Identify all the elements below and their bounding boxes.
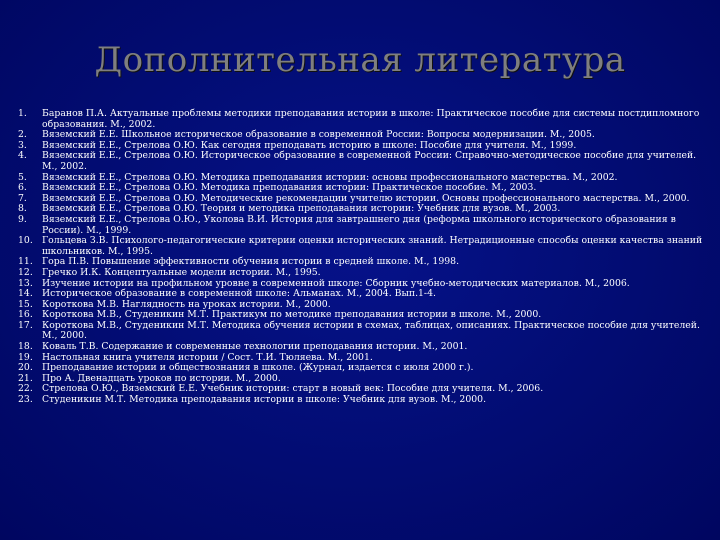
reference-text: Вяземский Е.Е., Стрелова О.Ю. Методика преподавания истории: Практическое пособие. М., 2003. xyxy=(42,182,537,194)
reference-number: 10. xyxy=(18,235,33,247)
reference-item xyxy=(18,215,708,236)
reference-text: Короткова М.В., Студеникин М.Т. Практикум по методике преподавания истории в школе. М., 2000. xyxy=(42,309,542,321)
reference-text: Вяземский Е.Е., Стрелова О.Ю. Теория и методика преподавания истории: Учебник для вузов. М., 2003. xyxy=(42,203,561,215)
reference-number: 8. xyxy=(18,203,27,215)
reference-text: Вяземский Е.Е. Школьное историческое образование в современной России: Вопросы модернизации. М., 2005. xyxy=(42,129,595,141)
slide-title: Дополнительная литература xyxy=(94,40,626,80)
reference-item xyxy=(18,321,708,342)
reference-text: Настольная книга учителя истории / Сост. Т.И. Тюляева. М., 2001. xyxy=(42,351,373,363)
reference-number: 9. xyxy=(18,213,27,225)
reference-text: Короткова М.В. Наглядность на уроках истории. М., 2000. xyxy=(42,298,331,310)
reference-text: Вяземский Е.Е., Стрелова О.Ю., Уколова В.И. История для завтрашнего дня (реформа школьного исторического образования в России). М., 1999. xyxy=(42,213,676,236)
reference-text: Вяземский Е.Е., Стрелова О.Ю. Методические рекомендации учителю истории. Основы профессионального мастерства. М., 2000. xyxy=(42,192,690,204)
reference-text: Вяземский Е.Е., Стрелова О.Ю. Как сегодня преподавать историю в школе: Пособие для учителя. М., 1999. xyxy=(42,139,577,151)
reference-number: 21. xyxy=(18,372,33,384)
reference-item xyxy=(18,236,708,257)
reference-number: 15. xyxy=(18,298,33,310)
reference-number: 3. xyxy=(18,139,27,151)
reference-text: Про А. Двенадцать уроков по истории. М., 2000. xyxy=(42,372,281,384)
reference-number: 4. xyxy=(18,150,27,162)
reference-number: 22. xyxy=(18,383,33,395)
reference-text: Гречко И.К. Концептуальные модели истории. М., 1995. xyxy=(42,266,321,278)
reference-text: Вяземский Е.Е., Стрелова О.Ю. Историческое образование в современной России: Справочно-методическое пособие для учителей. М., 2002. xyxy=(42,150,697,172)
reference-number: 23. xyxy=(18,394,33,406)
reference-text: Преподавание истории и обществознания в школе. (Журнал, издается с июля 2000 г.). xyxy=(42,362,474,374)
reference-number: 19. xyxy=(18,351,33,363)
reference-number: 7. xyxy=(18,192,27,204)
reference-text: Изучение истории на профильном уровне в современной школе: Сборник учебно-методических материалов. М., 2006. xyxy=(42,277,630,289)
reference-number: 14. xyxy=(18,288,33,300)
reference-item xyxy=(18,109,708,130)
reference-number: 17. xyxy=(18,319,33,331)
reference-number: 13. xyxy=(18,277,33,289)
reference-number: 2. xyxy=(18,129,27,141)
reference-text: Историческое образование в современной школе: Альманах. М., 2004. Вып.1-4. xyxy=(42,288,436,300)
reference-text: Коваль Т.В. Содержание и современные технологии преподавания истории. М., 2001. xyxy=(42,341,468,353)
reference-text: Гольцева З.В. Психолого-педагогические критерии оценки исторических знаний. Нетрадиционные способы оценки качества знаний школьников. М., 1995. xyxy=(42,235,703,257)
reference-number: 18. xyxy=(18,341,33,353)
reference-number: 20. xyxy=(18,362,33,374)
reference-item xyxy=(18,151,708,172)
reference-number: 11. xyxy=(18,256,33,268)
reference-text: Короткова М.В., Студеникин М.Т. Методика обучения истории в схемах, таблицах, описаниях. Практическое пособие для учителей. М., 2000. xyxy=(42,319,700,342)
reference-number: 12. xyxy=(18,266,33,278)
reference-number: 6. xyxy=(18,182,27,194)
reference-item xyxy=(18,395,708,406)
reference-number: 16. xyxy=(18,309,33,321)
reference-list xyxy=(18,109,708,406)
reference-text: Вяземский Е.Е., Стрелова О.Ю. Методика преподавания истории: основы профессионального мастерства. М., 2002. xyxy=(42,171,618,183)
reference-item xyxy=(18,268,708,279)
reference-text: Гора П.В. Повышение эффективности обучения истории в средней школе. М., 1998. xyxy=(42,256,460,268)
reference-number: 1. xyxy=(18,108,27,119)
reference-text: Студеникин М.Т. Методика преподавания истории в школе: Учебник для вузов. М., 2000. xyxy=(42,394,487,406)
reference-text: Стрелова О.Ю., Вяземский Е.Е. Учебник истории: старт в новый век: Пособие для учителя. М., 2006. xyxy=(42,383,544,395)
reference-number: 5. xyxy=(18,171,27,183)
reference-text: Баранов П.А. Актуальные проблемы методики преподавания истории в школе: Практическое пособие для системы постдипломного образования. М., 2002. xyxy=(42,108,700,130)
